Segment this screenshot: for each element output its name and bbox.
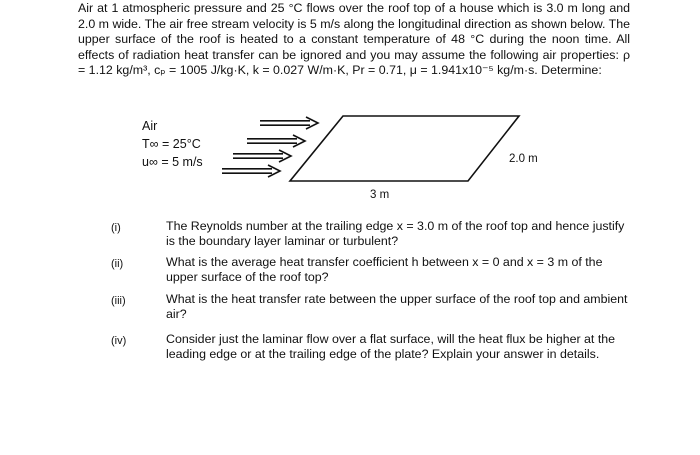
air-label: Air: [142, 119, 158, 133]
length-label: 3 m: [370, 189, 390, 201]
question-number: (ii): [111, 258, 124, 270]
question-text: Consider just the laminar flow over a flat surface, will the heat flux be higher at the leading edge or at the trailing edge of the plate? Explain your answer in details.: [166, 332, 616, 361]
width-label: 2.0 m: [509, 153, 538, 165]
flow-arrow: [233, 150, 291, 162]
problem-intro: Air at 1 atmospheric pressure and 25 °C flows over the roof top of a house which is 3.0 m long and 2.0 m wide. The air free stream velocity is 5 m/s along the longitudinal direction as shown below. The upper surface of the roof is heated to a constant temperature of 48 °C during the noon time. All effects of radiation heat transfer can be ignored and you may assume the following air properties: ρ = 1.12 kg/m³, cₚ = 1005 J/kg·K, k = 0.027 W/m·K, Pr = 0.71, μ = 1.941x10⁻⁵ kg/m·s. Determine:: [78, 1, 630, 78]
question-number: (iv): [111, 335, 127, 347]
velocity-label: u∞ = 5 m/s: [142, 155, 203, 169]
flow-arrow: [260, 117, 318, 129]
flow-arrow: [222, 165, 280, 177]
question-text: What is the average heat transfer coefficient h between x = 0 and x = 3 m of the upper surface of the roof top?: [166, 255, 603, 284]
flow-arrow: [247, 135, 305, 147]
roof-plate: [290, 116, 519, 181]
temperature-label: T∞ = 25°C: [142, 137, 201, 151]
question-text: What is the heat transfer rate between the upper surface of the roof top and ambient air?: [166, 292, 628, 321]
question-number: (iii): [111, 295, 126, 307]
question-text: The Reynolds number at the trailing edge x = 3.0 m of the roof top and hence justify is the boundary layer laminar or turbulent?: [166, 219, 625, 248]
question-number: (i): [111, 222, 121, 234]
